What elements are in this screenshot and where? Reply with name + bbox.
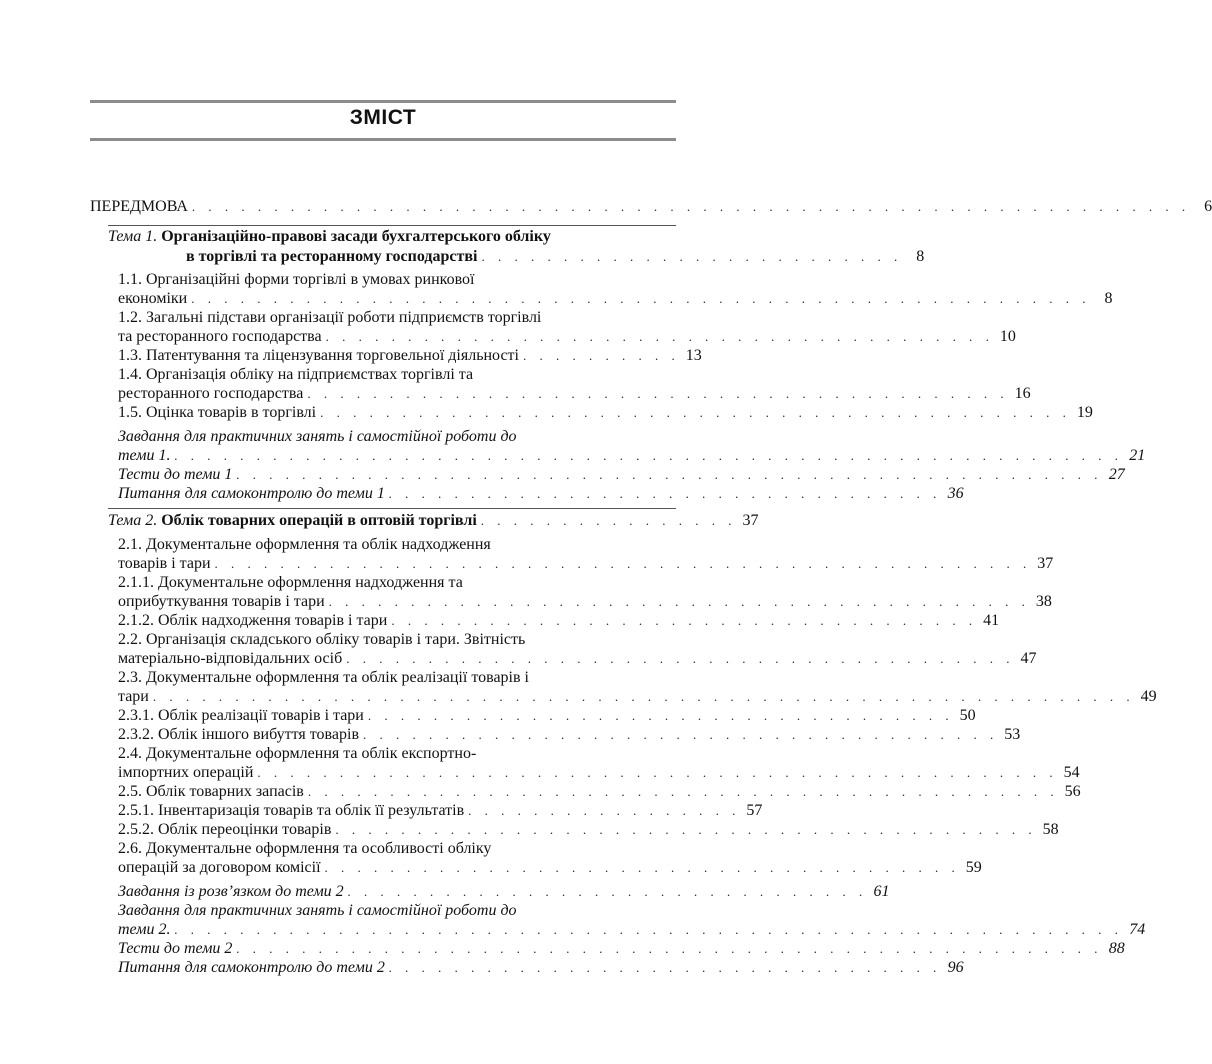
toc-entry-text: 2.1. Документальне оформлення та облік надходження xyxy=(118,536,491,553)
toc-entry-cont[interactable] xyxy=(118,763,1080,783)
leader-dots: . . . . . . . . . . . . . . . . . . . . . . . . . . . . . . . . . . xyxy=(388,486,942,501)
toc-entry-page: 61 xyxy=(873,883,890,900)
leader-dots: . . . . . . . . . . . . . . . . . . . . . . . . . . . . . . . . . . . . . . . xyxy=(363,727,999,742)
toc-entry-cont[interactable] xyxy=(118,592,1052,612)
leader-dots: . . . . . . . . . . . . . . . . . . . . . . . . . . . . . . . . . . xyxy=(388,960,942,975)
toc-entry-text: та ресторанного господарства xyxy=(118,328,322,345)
toc-entry-page: 16 xyxy=(1014,385,1031,402)
toc-entry-text: 2.5. Облік товарних запасів xyxy=(118,783,304,800)
toc-entry[interactable] xyxy=(90,197,1212,217)
toc-entry-text: 2.6. Документальне оформлення та особливості обліку xyxy=(118,840,492,857)
leader-dots: . . . . . . . . . . . . . . . . . . . . . . . . . . . . . . . . . . . . . . . xyxy=(324,860,960,875)
leader-dots: . . . . . . . . . . . . . . . . . . . . . . . . . . . . . . . . . . . . . . . . . . . . . . . . . . . . . xyxy=(236,941,1103,956)
toc-entry-page: 19 xyxy=(1076,404,1093,421)
leader-dots: . . . . . . . . . . xyxy=(523,348,680,363)
toc-entry-questions[interactable] xyxy=(118,958,964,978)
toc-entry-page: 74 xyxy=(1129,921,1146,938)
toc-entry-cont[interactable] xyxy=(118,858,982,878)
toc-entry-text: ресторанного господарства xyxy=(118,385,304,402)
toc-entry-text: Тести до теми 1 xyxy=(118,466,233,483)
toc-entry-cont[interactable] xyxy=(118,649,1037,669)
leader-dots: . . . . . . . . . . . . . . . . . . . . . . . . . . . . . . . . . . . . . . . . . . . xyxy=(307,386,1009,401)
toc-entry-text: 1.5. Оцінка товарів в торгівлі xyxy=(118,404,317,421)
toc-entry-text: 2.5.1. Інвентаризація товарів та облік її результатів xyxy=(118,802,465,819)
toc-entry[interactable] xyxy=(118,630,525,650)
theme-title: в торгівлі та ресторанному господарстві xyxy=(186,248,478,265)
toc-entry-text: 1.4. Організація обліку на підприємствах торгівлі та xyxy=(118,366,474,383)
toc-entry-text: Питання для самоконтролю до теми 1 xyxy=(118,485,385,502)
toc-theme-heading-cont[interactable] xyxy=(186,247,925,267)
theme-label: Тема 2. xyxy=(108,512,158,529)
toc-entry-page: 37 xyxy=(1037,555,1054,572)
toc-entry-text: 2.2. Організація складського обліку товарів і тари. Звітність xyxy=(118,631,526,648)
toc-entry[interactable] xyxy=(118,611,1000,631)
theme-label: Тема 1. xyxy=(108,228,158,245)
toc-entry-text: 2.5.2. Облік переоцінки товарів xyxy=(118,821,332,838)
toc-entry-page: 21 xyxy=(1129,447,1146,464)
leader-dots: . . . . . . . . . . . . . . . . . . . . . . . . . . . . . . . . . . . . . . . . . . . xyxy=(328,594,1030,609)
leader-dots: . . . . . . . . . . . . . . . . . . . . . . . . . . . . . . . . . . . . . . . . . . . . . . . . . . . . . . . . . . . . . xyxy=(191,199,1191,214)
toc-entry-text: теми 2. xyxy=(118,921,171,938)
toc-entry[interactable] xyxy=(118,308,541,328)
leader-dots: . . . . . . . . . . . . . . . . . . . . . . . . . . . . . . . . . . . . . . . . . . . . . . xyxy=(307,784,1059,799)
toc-entry-text: економіки xyxy=(118,290,188,307)
toc-entry-text: 1.2. Загальні підстави організації роботи підприємств торгівлі xyxy=(118,309,542,326)
toc-entry-page: 41 xyxy=(983,612,1000,629)
toc-entry-page: 50 xyxy=(959,707,976,724)
toc-entry-page: 8 xyxy=(916,248,925,265)
toc-entry[interactable] xyxy=(118,573,463,593)
toc-entry-page: 36 xyxy=(947,485,964,502)
toc-entry-text: 1.3. Патентування та ліцензування торговельної діяльності xyxy=(118,347,519,364)
toc-entry-text: Завдання для практичних занять і самостійної роботи до xyxy=(118,428,517,445)
toc-entry-solved-tasks[interactable] xyxy=(118,882,890,902)
header-rule-bottom xyxy=(90,138,676,141)
toc-entry[interactable] xyxy=(118,365,473,385)
toc-entry-page: 59 xyxy=(965,859,982,876)
leader-dots: . . . . . . . . . . . . . . . . . . . . . . . . . . . . . . . . . . . . . . . . . . . . . . xyxy=(320,405,1071,420)
leader-dots: . . . . . . . . . . . . . . . . xyxy=(480,513,737,528)
toc-entry-cont[interactable] xyxy=(118,687,1157,707)
toc-entry-text: матеріально-відповідальних осіб xyxy=(118,650,343,667)
toc-entry-tests[interactable] xyxy=(118,465,1125,485)
toc-entry-text: 2.1.2. Облік надходження товарів і тари xyxy=(118,612,388,629)
toc-entry-page: 27 xyxy=(1108,466,1125,483)
toc-entry-text: 2.3.2. Облік іншого вибуття товарів xyxy=(118,726,359,743)
toc-entry-page: 56 xyxy=(1064,783,1081,800)
toc-entry-text: Завдання із розв’язком до теми 2 xyxy=(118,883,344,900)
toc-entry-cont[interactable] xyxy=(118,920,1146,940)
toc-entry-text: 1.1. Організаційні форми торгівлі в умовах ринкової xyxy=(118,271,475,288)
toc-entry-text: 2.4. Документальне оформлення та облік експортно- xyxy=(118,745,477,762)
theme-title: Організаційно-правові засади бухгалтерського обліку xyxy=(161,228,551,245)
leader-dots: . . . . . . . . . . . . . . . . . xyxy=(468,803,741,818)
toc-entry-text: 2.3.1. Облік реалізації товарів і тари xyxy=(118,707,364,724)
toc-entry-page: 10 xyxy=(999,328,1016,345)
toc-entry-page: 88 xyxy=(1108,940,1125,957)
toc-entry-page: 53 xyxy=(1004,726,1021,743)
leader-dots: . . . . . . . . . . . . . . . . . . . . . . . . . . . . . . . . xyxy=(347,884,868,899)
leader-dots: . . . . . . . . . . . . . . . . . . . . . . . . . . . . . . . . . . . . . . . . . . . . . . . . . . . . . . . . . . . . xyxy=(152,689,1135,704)
leader-dots: . . . . . . . . . . . . . . . . . . . . . . . . . . . . . . . . . . . . xyxy=(391,613,978,628)
toc-entry-text: Тести до теми 2 xyxy=(118,940,233,957)
toc-entry-cont[interactable] xyxy=(118,384,1031,404)
leader-dots: . . . . . . . . . . . . . . . . . . . . . . . . . . . . . . . . . . . . . . . . . . . . . . . . . . . . . . . xyxy=(191,291,1091,306)
toc-theme-heading[interactable] xyxy=(108,227,551,247)
toc-entry-page: 37 xyxy=(742,512,759,529)
header-rule-top xyxy=(90,100,676,103)
leader-dots: . . . . . . . . . . . . . . . . . . . . . . . . . . . . . . . . . . . . . . . . . . . . . . . . . . . . . xyxy=(236,467,1103,482)
toc-entry-text: ПЕРЕДМОВА xyxy=(90,198,188,215)
toc-entry-page: 8 xyxy=(1104,290,1113,307)
toc-entry-page: 58 xyxy=(1042,821,1059,838)
toc-entry-text: операцій за договором комісії xyxy=(118,859,321,876)
toc-entry-page: 54 xyxy=(1063,764,1080,781)
leader-dots: . . . . . . . . . . . . . . . . . . . . . . . . . . . . . . . . . . . . . . . . . . . xyxy=(335,822,1037,837)
toc-entry-text: 2.3. Документальне оформлення та облік реалізації товарів і xyxy=(118,669,529,686)
toc-entry[interactable] xyxy=(118,820,1059,840)
toc-theme-heading[interactable] xyxy=(108,511,759,531)
toc-entry-page: 47 xyxy=(1020,650,1037,667)
toc-entry[interactable] xyxy=(118,535,491,555)
toc-entry[interactable] xyxy=(118,725,1021,745)
leader-dots: . . . . . . . . . . . . . . . . . . . . . . . . . . . . . . . . . . . . . . . . . xyxy=(325,329,994,344)
toc-entry-text: Завдання для практичних занять і самостійної роботи до xyxy=(118,902,517,919)
toc-entry-cont[interactable] xyxy=(118,289,1113,309)
toc-entry-text: Питання для самоконтролю до теми 2 xyxy=(118,959,385,976)
toc-entry-text: тари xyxy=(118,688,149,705)
leader-dots: . . . . . . . . . . . . . . . . . . . . . . . . . . . . . . . . . . . . . . . . . . . . . . . . . . xyxy=(214,556,1032,571)
toc-entry[interactable] xyxy=(118,270,475,290)
toc-entry-page: 13 xyxy=(685,347,702,364)
leader-dots: . . . . . . . . . . . . . . . . . . . . . . . . . . . . . . . . . . . . . . . . . . . . . . . . . xyxy=(257,765,1058,780)
toc-entry[interactable] xyxy=(118,403,1093,423)
toc-entry[interactable] xyxy=(118,744,476,764)
section-divider xyxy=(108,508,676,509)
toc-entry[interactable] xyxy=(118,346,702,366)
page-title: ЗМІСТ xyxy=(349,106,417,129)
toc-entry-questions[interactable] xyxy=(118,484,964,504)
toc-entry[interactable] xyxy=(118,706,976,726)
toc-entry[interactable] xyxy=(118,668,529,688)
toc-entry-text: 2.1.1. Документальне оформлення надходження та xyxy=(118,574,463,591)
toc-entry-page: 96 xyxy=(947,959,964,976)
leader-dots: . . . . . . . . . . . . . . . . . . . . . . . . . . xyxy=(481,249,903,264)
toc-entry-page: 38 xyxy=(1035,593,1052,610)
toc-entry-text: товарів і тари xyxy=(118,555,211,572)
leader-dots: . . . . . . . . . . . . . . . . . . . . . . . . . . . . . . . . . . . . . . . . . . . . . . . . . . . . . . . . . . xyxy=(174,448,1124,463)
toc-entry[interactable] xyxy=(118,801,763,821)
toc-entry-tasks[interactable] xyxy=(118,901,517,921)
toc-entry-tasks[interactable] xyxy=(118,427,517,447)
leader-dots: . . . . . . . . . . . . . . . . . . . . . . . . . . . . . . . . . . . . . . . . . . . . . . . . . . . . . . . . . . xyxy=(174,922,1124,937)
toc-entry-text: теми 1. xyxy=(118,447,171,464)
toc-entry-tests[interactable] xyxy=(118,939,1125,959)
toc-entry-text: імпортних операцій xyxy=(118,764,254,781)
toc-entry[interactable] xyxy=(118,782,1081,802)
leader-dots: . . . . . . . . . . . . . . . . . . . . . . . . . . . . . . . . . . . . . . . . . xyxy=(346,651,1015,666)
toc-entry-cont[interactable] xyxy=(118,446,1146,466)
leader-dots: . . . . . . . . . . . . . . . . . . . . . . . . . . . . . . . . . . . . xyxy=(367,708,954,723)
section-divider xyxy=(108,225,676,226)
toc-entry-page: 49 xyxy=(1140,688,1157,705)
toc-entry-page: 57 xyxy=(746,802,763,819)
toc-entry-cont[interactable] xyxy=(118,327,1016,347)
theme-title: Облік товарних операцій в оптовій торгівлі xyxy=(161,512,477,529)
toc-entry[interactable] xyxy=(118,839,491,859)
toc-entry-page: 6 xyxy=(1204,198,1212,215)
toc-entry-cont[interactable] xyxy=(118,554,1054,574)
toc-entry-text: оприбуткування товарів і тари xyxy=(118,593,325,610)
